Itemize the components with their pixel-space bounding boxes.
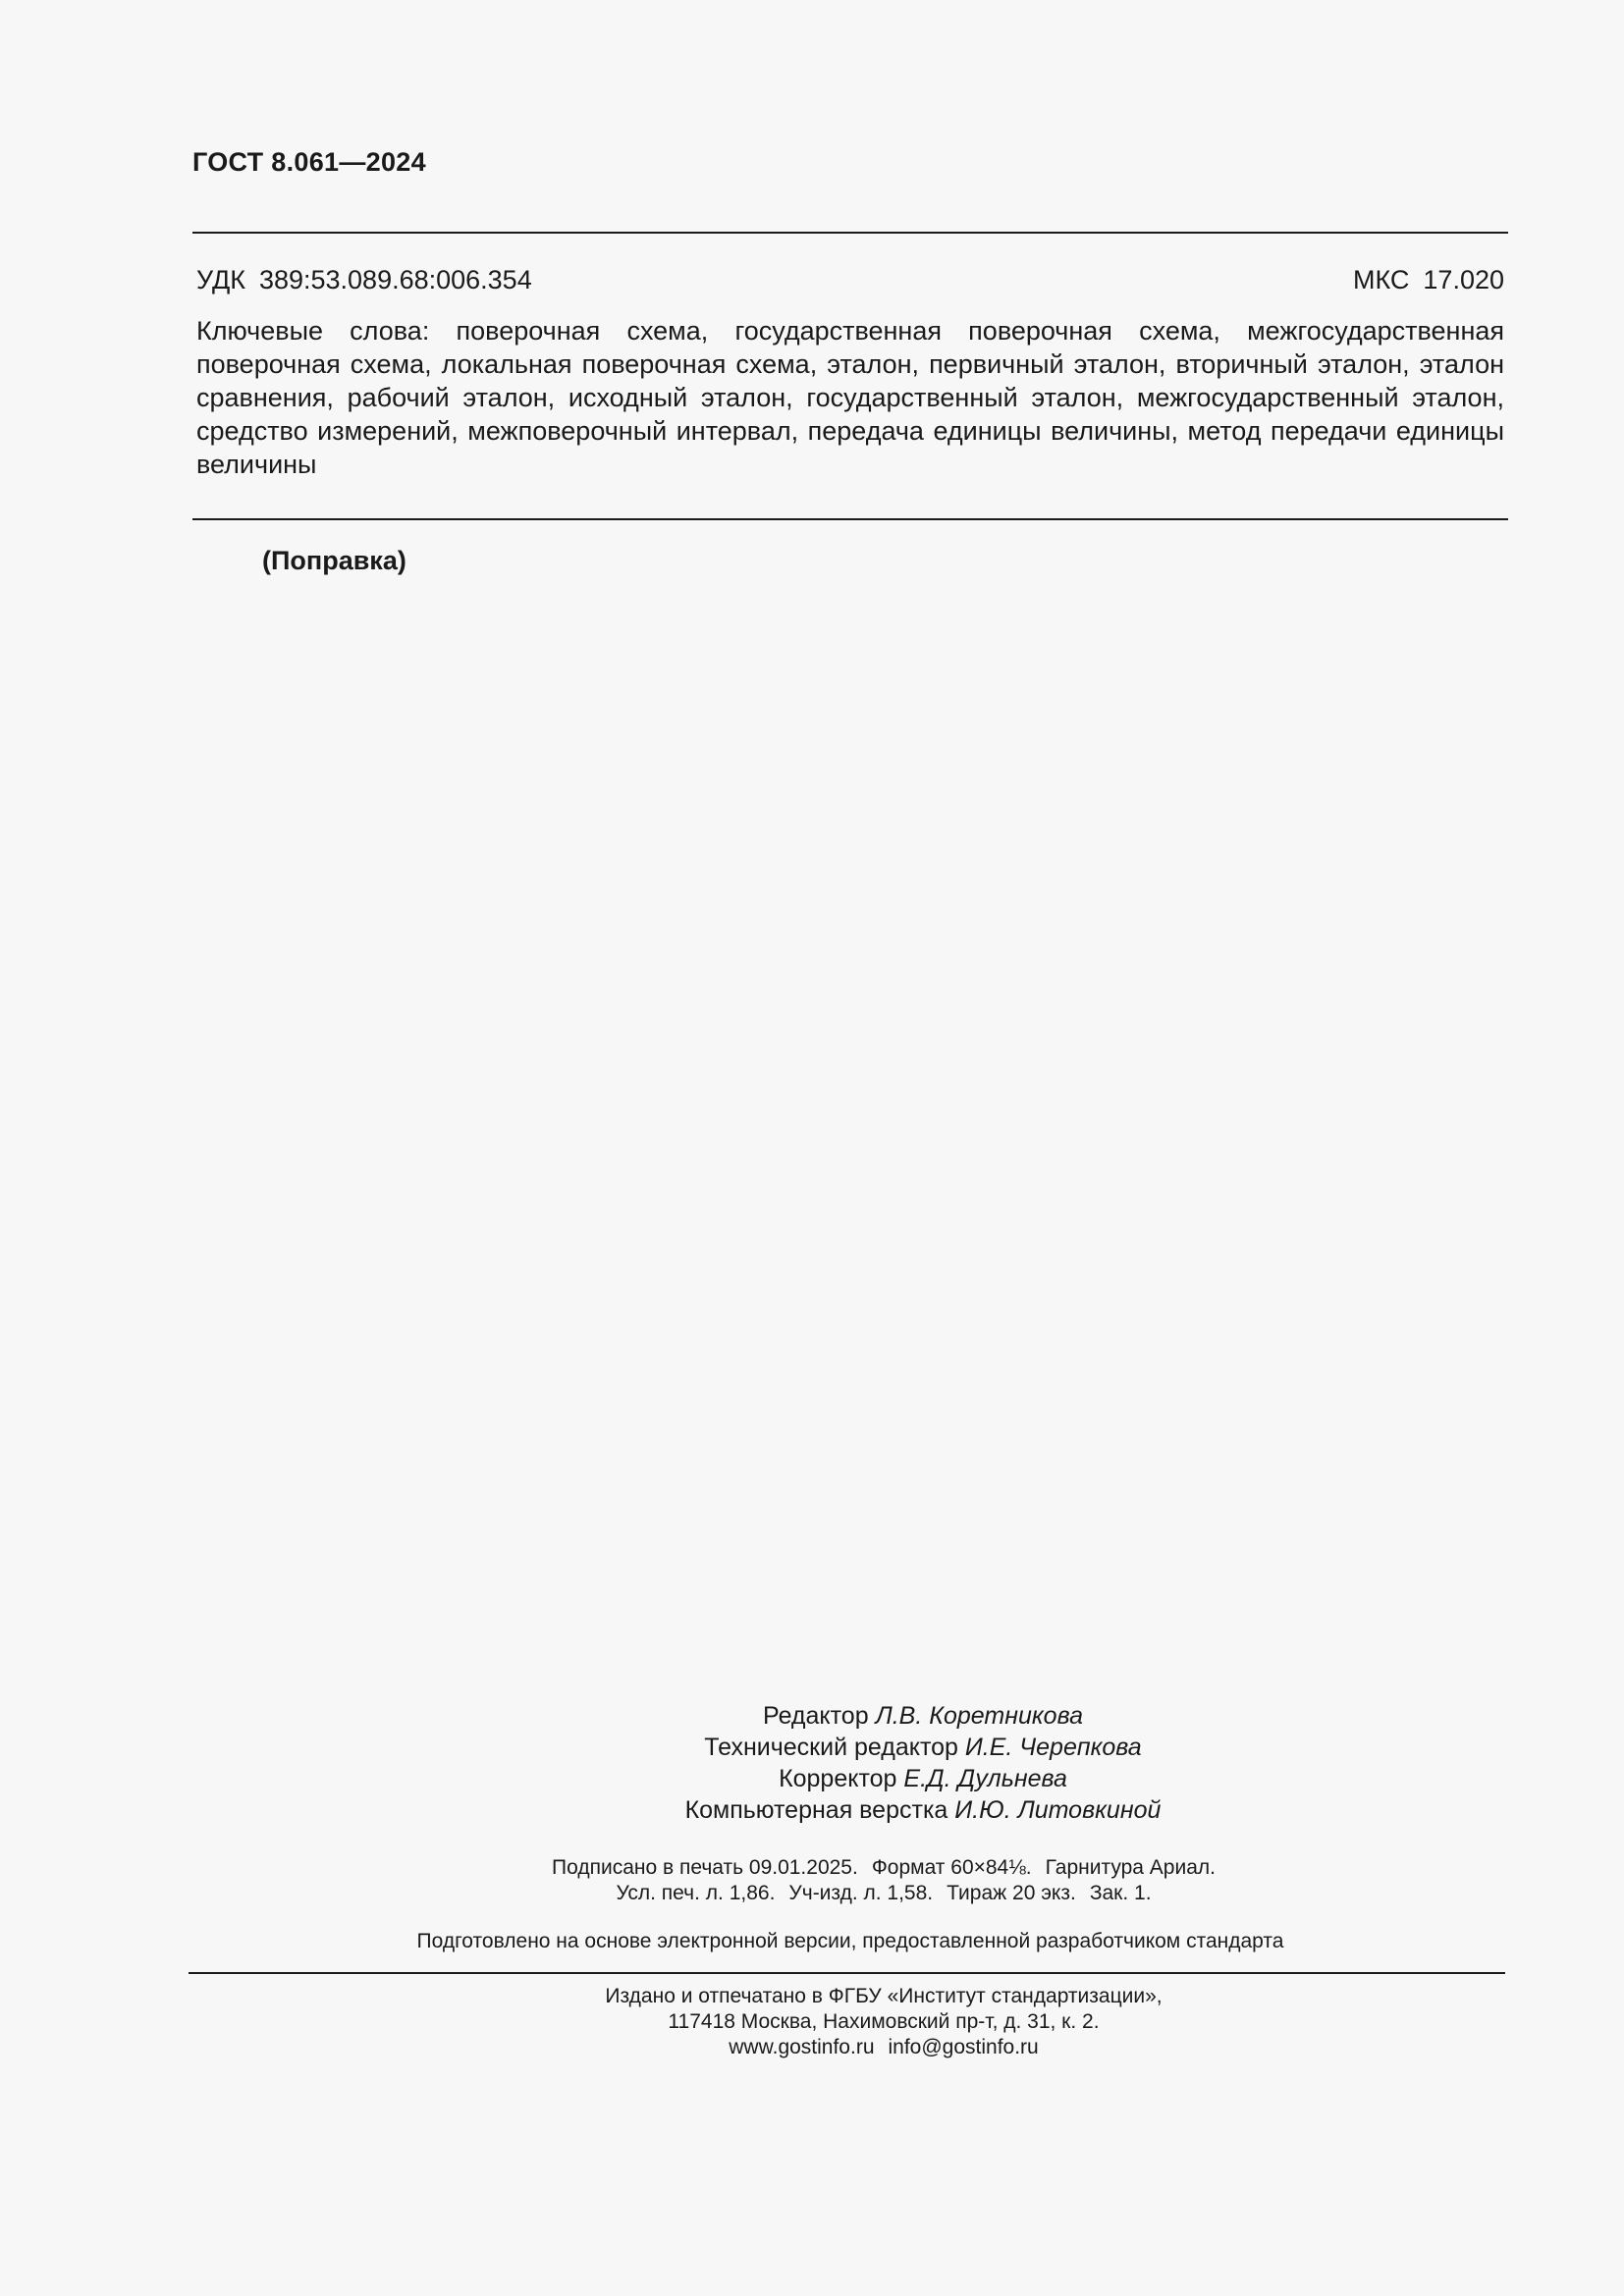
credit-role: Корректор — [779, 1765, 897, 1792]
typeface: Гарнитура Ариал. — [1045, 1856, 1216, 1879]
print-sheets: Усл. печ. л. 1,86. — [616, 1882, 776, 1904]
email-link[interactable]: info@gostinfo.ru — [888, 2036, 1039, 2058]
credits-block — [491, 1700, 1355, 1826]
publisher-line-1: Издано и отпечатано в ФГБУ «Институт стандартизации», — [605, 1985, 1163, 2007]
amendment-label: (Поправка) — [262, 546, 406, 575]
credit-name: И.Е. Черепкова — [964, 1734, 1142, 1761]
order-number: Зак. 1. — [1089, 1882, 1152, 1904]
credit-name: И.Ю. Литовкиной — [954, 1796, 1162, 1824]
credit-tech-editor — [491, 1732, 1355, 1763]
credit-name: Л.В. Коретникова — [875, 1702, 1083, 1730]
document-code: ГОСТ 8.061—2024 — [192, 147, 426, 177]
publisher-contacts — [393, 2035, 1375, 2060]
udk-value: 389:53.089.68:006.354 — [258, 265, 532, 294]
credit-role: Технический редактор — [704, 1734, 958, 1761]
mks-label: МКС — [1352, 265, 1410, 294]
keywords-paragraph: Ключевые слова: поверочная схема, государственная поверочная схема, межгосударственная поверочная схема, локальная поверочная схема, эталон, первичный эталон, вторичный эталон, эталон сравнения, рабочий эталон, исходный эталон, государственный эталон, межгосударственный эталон, средство измерений, межповерочный интервал, передача единицы величины, метод передачи единицы величины — [196, 316, 1504, 479]
credit-corrector — [491, 1763, 1355, 1794]
credit-name: Е.Д. Дульнева — [903, 1765, 1067, 1792]
paper-format: Формат 60×84⅛. — [871, 1856, 1032, 1879]
classification-row — [196, 265, 1504, 295]
pub-sheets: Уч-изд. л. 1,58. — [788, 1882, 934, 1904]
prepared-note: Подготовлено на основе электронной версии, предоставленной разработчиком стандарта — [416, 1930, 1284, 1952]
credit-editor — [491, 1700, 1355, 1732]
credit-role: Редактор — [763, 1702, 869, 1730]
publisher-address: 117418 Москва, Нахимовский пр-т, д. 31, к. 2. — [668, 2010, 1100, 2033]
divider-middle — [192, 518, 1508, 520]
circulation: Тираж 20 экз. — [947, 1882, 1076, 1904]
website-link[interactable]: www.gostinfo.ru — [729, 2036, 875, 2058]
print-info-line-2 — [393, 1881, 1375, 1906]
udk — [196, 265, 532, 295]
divider-bottom — [189, 1972, 1505, 1974]
credit-role: Компьютерная верстка — [684, 1796, 948, 1824]
divider-top — [192, 232, 1508, 234]
publisher-block — [393, 1984, 1375, 2060]
mks-value: 17.020 — [1423, 265, 1504, 294]
print-info — [393, 1855, 1375, 1906]
credit-layout — [491, 1794, 1355, 1826]
mks — [1353, 265, 1504, 295]
udk-label: УДК — [196, 265, 245, 294]
print-info-line-1 — [393, 1855, 1375, 1881]
signed-date: Подписано в печать 09.01.2025. — [552, 1856, 858, 1879]
